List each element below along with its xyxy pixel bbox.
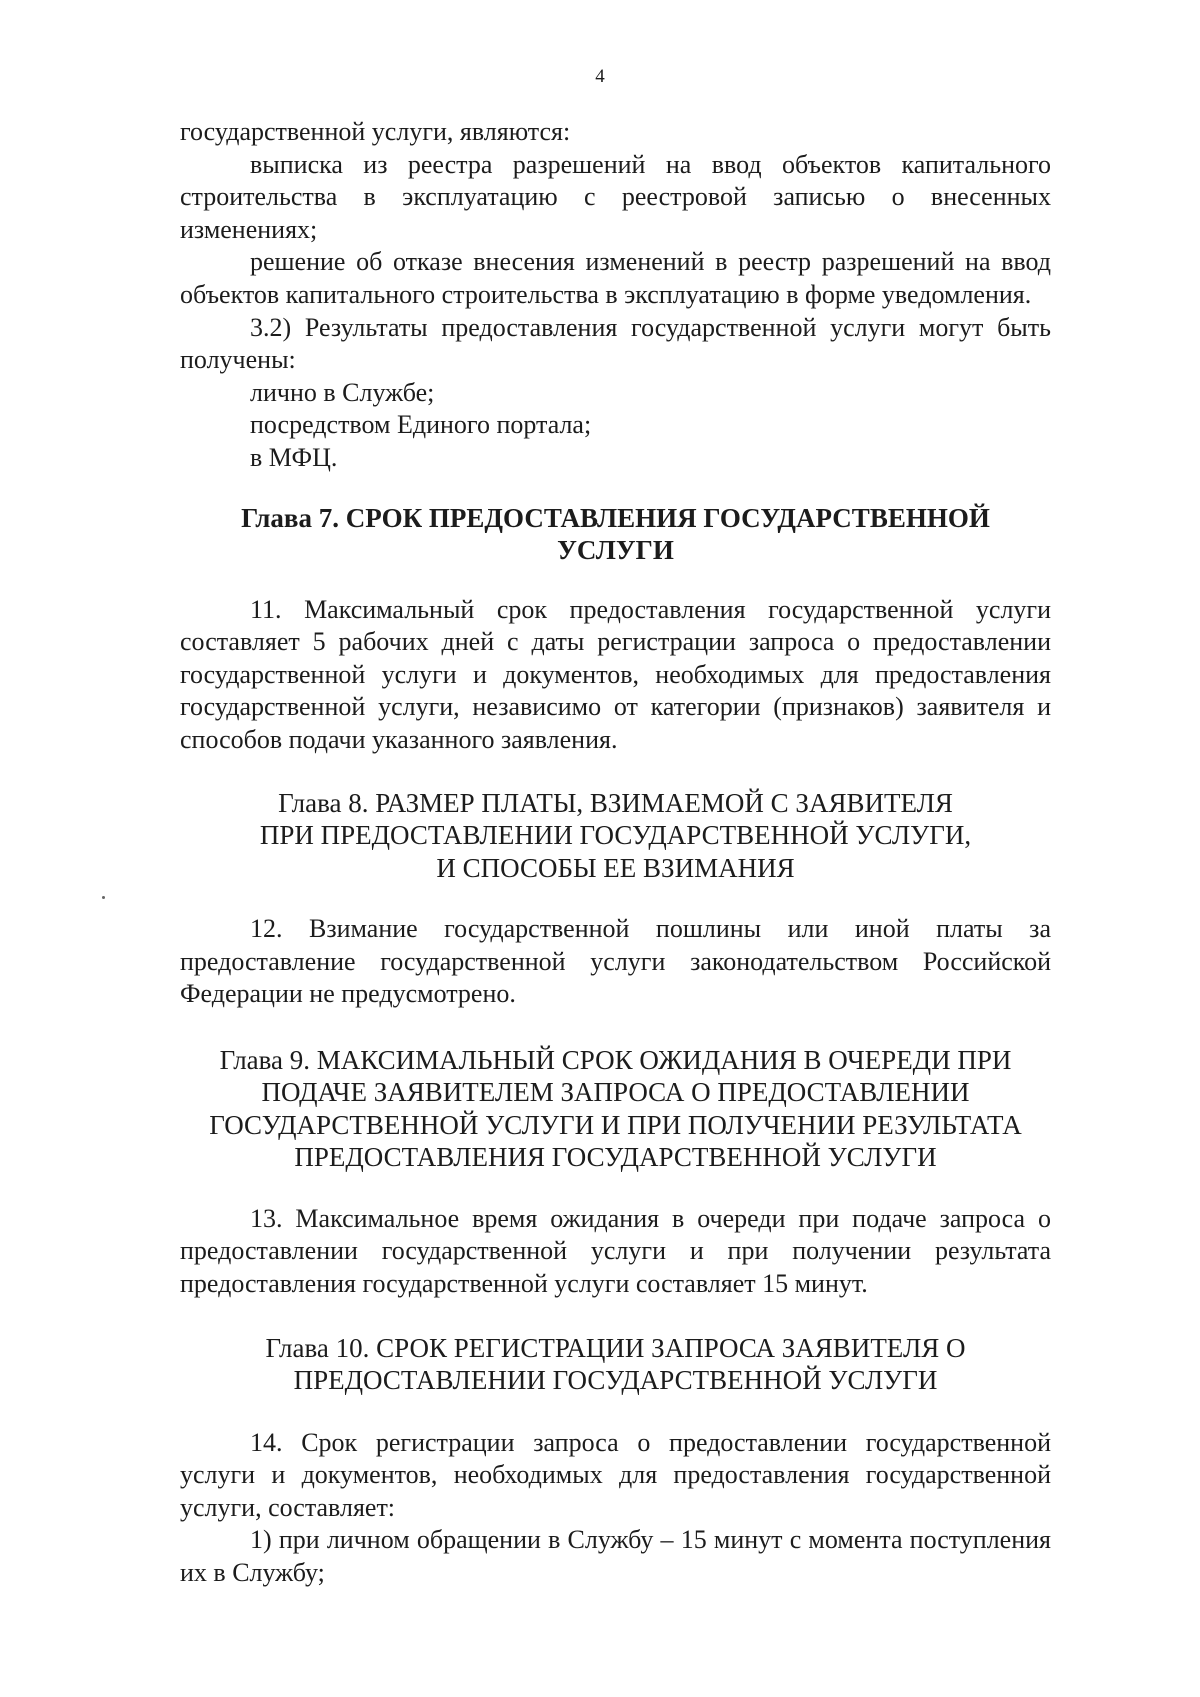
paragraph-14: 14. Срок регистрации запроса о предоставлении государственной услуги и документов, необходимых для предоставления государственной услуги, составляет: <box>180 1427 1051 1522</box>
chapter-9-heading-line: ПРЕДОСТАВЛЕНИЯ ГОСУДАРСТВЕННОЙ УСЛУГИ <box>294 1142 937 1173</box>
chapter-9-heading-line: ПОДАЧЕ ЗАЯВИТЕЛЕМ ЗАПРОСА О ПРЕДОСТАВЛЕНИИ <box>261 1077 970 1108</box>
chapter-10-heading-line: ПРЕДОСТАВЛЕНИИ ГОСУДАРСТВЕННОЙ УСЛУГИ <box>293 1365 938 1396</box>
receive-option-portal: посредством Единого портала; <box>250 410 592 440</box>
chapter-9-heading-line: ГОСУДАРСТВЕННОЙ УСЛУГИ И ПРИ ПОЛУЧЕНИИ РЕЗУЛЬТАТА <box>209 1109 1022 1140</box>
paragraph-3-2: 3.2) Результаты предоставления государственной услуги могут быть получены: <box>180 312 1051 375</box>
paragraph-11: 11. Максимальный срок предоставления государственной услуги составляет 5 рабочих дней с даты регистрации запроса о предоставлении государственной услуги и документов, необходимых для предоставления государственной услуги, независимо от категории (признаков) заявителя и способов подачи указанного заявления. <box>180 594 1051 754</box>
paragraph-14-item-1: 1) при личном обращении в Службу – 15 минут с момента поступления их в Службу; <box>180 1525 1051 1587</box>
result-item-refusal: решение об отказе внесения изменений в реестр разрешений на ввод объектов капитального строительства в эксплуатацию в форме уведомления. <box>180 247 1051 309</box>
result-item-extract: выписка из реестра разрешений на ввод объектов капитального строительства в эксплуатацию с реестровой записью о внесенных изменениях; <box>180 149 1051 244</box>
chapter-8-heading-line: Глава 8. РАЗМЕР ПЛАТЫ, ВЗИМАЕМОЙ С ЗАЯВИТЕЛЯ <box>278 787 953 818</box>
chapter-8-heading-line: ПРИ ПРЕДОСТАВЛЕНИИ ГОСУДАРСТВЕННОЙ УСЛУГИ, <box>259 820 972 850</box>
paragraph-13: 13. Максимальное время ожидания в очереди при подаче запроса о предоставлении государственной услуги и при получении результата предоставления государственной услуги составляет 15 минут. <box>180 1203 1051 1298</box>
intro-line: государственной услуги, являются: <box>180 117 571 146</box>
receive-option-in-person: лично в Службе; <box>250 377 435 407</box>
chapter-7-heading: Глава 7. СРОК ПРЕДОСТАВЛЕНИЯ ГОСУДАРСТВЕННОЙ УСЛУГИ <box>241 502 990 566</box>
chapter-8-heading <box>180 787 1051 885</box>
chapter-9-heading-line: Глава 9. МАКСИМАЛЬНЫЙ СРОК ОЖИДАНИЯ В ОЧЕРЕДИ ПРИ <box>219 1044 1012 1075</box>
document-body <box>180 116 1051 1590</box>
chapter-9-heading <box>180 1044 1051 1174</box>
chapter-10-heading-line: Глава 10. СРОК РЕГИСТРАЦИИ ЗАПРОСА ЗАЯВИТЕЛЯ О <box>265 1332 966 1363</box>
receive-option-mfc: в МФЦ. <box>250 442 338 472</box>
chapter-8-heading-line: И СПОСОБЫ ЕЕ ВЗИМАНИЯ <box>436 852 795 883</box>
paragraph-12: 12. Взимание государственной пошлины или иной платы за предоставление государственной услуги законодательством Российской Федерации не предусмотрено. <box>180 914 1051 1009</box>
scan-speck <box>102 896 105 899</box>
chapter-10-heading <box>180 1332 1051 1397</box>
page-number: 4 <box>595 66 605 87</box>
